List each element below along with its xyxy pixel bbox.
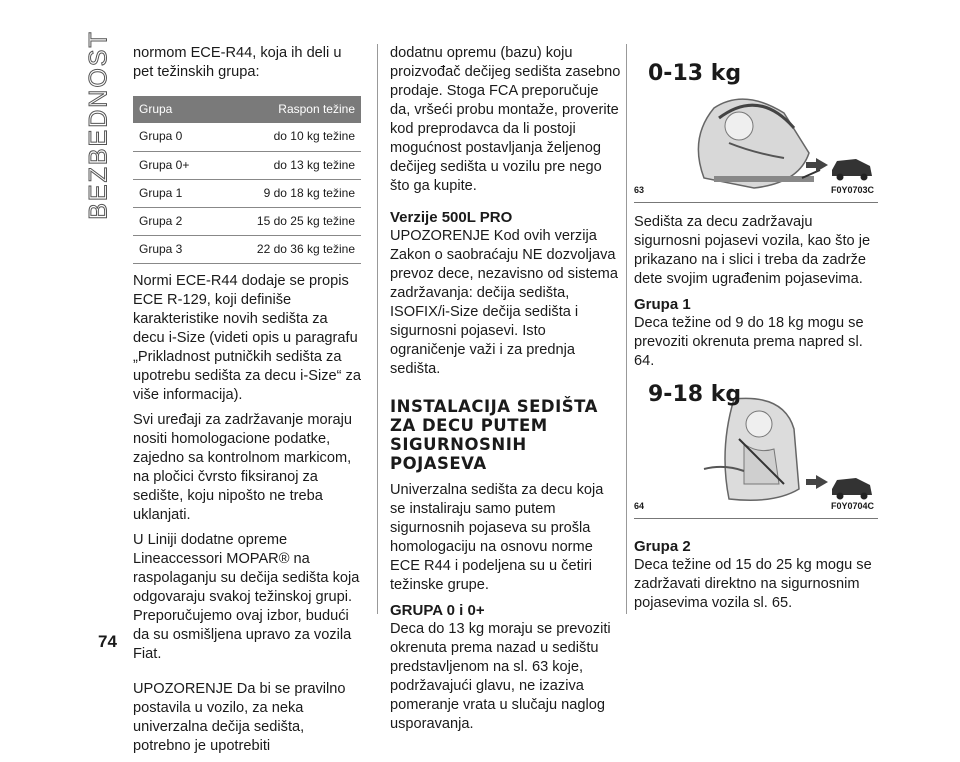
subheading: GRUPA 0 i 0+ xyxy=(390,602,485,619)
table-header-row xyxy=(133,96,361,123)
table-cell-group: Grupa 2 xyxy=(133,207,215,235)
paragraph: normom ECE-R44, koja ih deli u pet težinskih grupa: xyxy=(133,45,342,80)
paragraph-warning: UPOZORENJE Kod ovih verzija Zakon o saobraćaju NE dozvoljava prevoz dece, nezavisno od sistema zadržavanja: dečija sedišta, ISOFIX/i-Size dečija sedišta i sigurnosni pojasevi. Isto ograničenje važi i za prednja sedišta. xyxy=(390,228,618,377)
paragraph: Deca težine od 15 do 25 kg mogu se zadržavati direktno na sigurnosnim pojasevima vozila sl. 65. xyxy=(634,557,872,611)
table-row xyxy=(133,151,361,179)
figure-title: 9-18 kg xyxy=(648,382,742,407)
paragraph: Deca težine od 9 do 18 kg mogu se prevoziti okrenuta prema napred sl. 64. xyxy=(634,315,864,369)
column-2 xyxy=(390,44,622,740)
figure-number: 64 xyxy=(634,501,645,511)
column-divider xyxy=(377,44,378,614)
figure-number: 63 xyxy=(634,185,645,195)
paragraph: dodatnu opremu (bazu) koju proizvođač dečijeg sedišta zasebno prodaje. Stoga FCA preporučuje da, vršeći probu montaže, proverite kod preprodavca da li postoji mogućnost postavljanja željenog dečijeg sedišta u vozilu pre nego što ga kupite. xyxy=(390,45,621,194)
subheading: Grupa 2 xyxy=(634,538,691,555)
section-side-title-text: BEZBEDNOST xyxy=(84,30,113,220)
table-cell-group: Grupa 1 xyxy=(133,179,215,207)
table-cell-weight: 15 do 25 kg težine xyxy=(215,207,361,235)
figure-64 xyxy=(634,379,878,519)
column-divider xyxy=(626,44,627,614)
table-row xyxy=(133,235,361,263)
table-row xyxy=(133,207,361,235)
table-cell-group: Grupa 3 xyxy=(133,235,215,263)
paragraph: Univerzalna sedišta za decu koja se instaliraju samo putem sigurnosnih pojaseva su prošla homologaciju na osnovu norme ECE R44 i podeljena su u četiri težinske grupe. xyxy=(390,482,604,593)
column-3 xyxy=(634,44,878,619)
paragraph: Sedišta za decu zadržavaju sigurnosni pojasevi vozila, kao što je prikazano na i slici i treba da zadrže dete svojim ugrađenim pojasevima. xyxy=(634,214,871,287)
paragraph: Svi uređaji za zadržavanje moraju nositi homologacione podatke, zajedno sa kontrolnom markicom, na pločici čvrsto fiksiranoj za sedište, koju nipošto ne treba uklanjati. xyxy=(133,411,353,523)
figure-63 xyxy=(634,58,878,203)
table-row xyxy=(133,179,361,207)
table-cell-group: Grupa 0 xyxy=(133,123,215,151)
table-row xyxy=(133,123,361,151)
figure-code: F0Y0703C xyxy=(830,185,874,195)
page-number: 74 xyxy=(98,632,117,651)
figure-title: 0-13 kg xyxy=(648,61,742,86)
table-cell-weight: do 13 kg težine xyxy=(215,151,361,179)
section-side-title xyxy=(84,30,113,220)
table-cell-weight: do 10 kg težine xyxy=(215,123,361,151)
table-cell-group: Grupa 0+ xyxy=(133,151,215,179)
table-header-group: Grupa xyxy=(133,96,215,123)
subheading: Verzije 500L PRO xyxy=(390,209,513,226)
table-cell-weight: 22 do 36 kg težine xyxy=(215,235,361,263)
paragraph: Normi ECE-R44 dodaje se propis ECE R-129, koji definiše karakteristike novih sedišta za decu i-Size (videti opis u paragrafu „Prikladnost putničkih sedišta za upotrebu sedišta za decu i-Size“ za više informacija). xyxy=(133,272,361,403)
table-cell-weight: 9 do 18 kg težine xyxy=(215,179,361,207)
column-1 xyxy=(133,44,361,762)
table-header-weight-range: Raspon težine xyxy=(215,96,361,123)
figure-code: F0Y0704C xyxy=(830,501,874,511)
weight-groups-table xyxy=(133,96,361,264)
paragraph: Deca do 13 kg moraju se prevoziti okrenuta prema nazad u sedištu predstavljenom na sl. 63 koje, podržavajući glavu, ne izaziva pomeranje vrata u slučaju naglog usporavanja. xyxy=(390,621,611,732)
paragraph-warning: UPOZORENJE Da bi se pravilno postavila u vozilo, za neka univerzalna dečija sedišta, potrebno je upotrebiti xyxy=(133,680,346,754)
subheading: Grupa 1 xyxy=(634,296,691,313)
paragraph: U Liniji dodatne opreme Lineaccessori MOPAR® na raspolaganju su dečija sedišta koja odgovaraju svakoj težinskoj grupi. Preporučujemo ovaj izbor, budući da su osmišljena upravo za vozila Fiat. xyxy=(133,531,360,662)
section-heading: INSTALACIJA SEDIŠTA ZA DECU PUTEM SIGURNOSNIH POJASEVA xyxy=(390,397,598,473)
